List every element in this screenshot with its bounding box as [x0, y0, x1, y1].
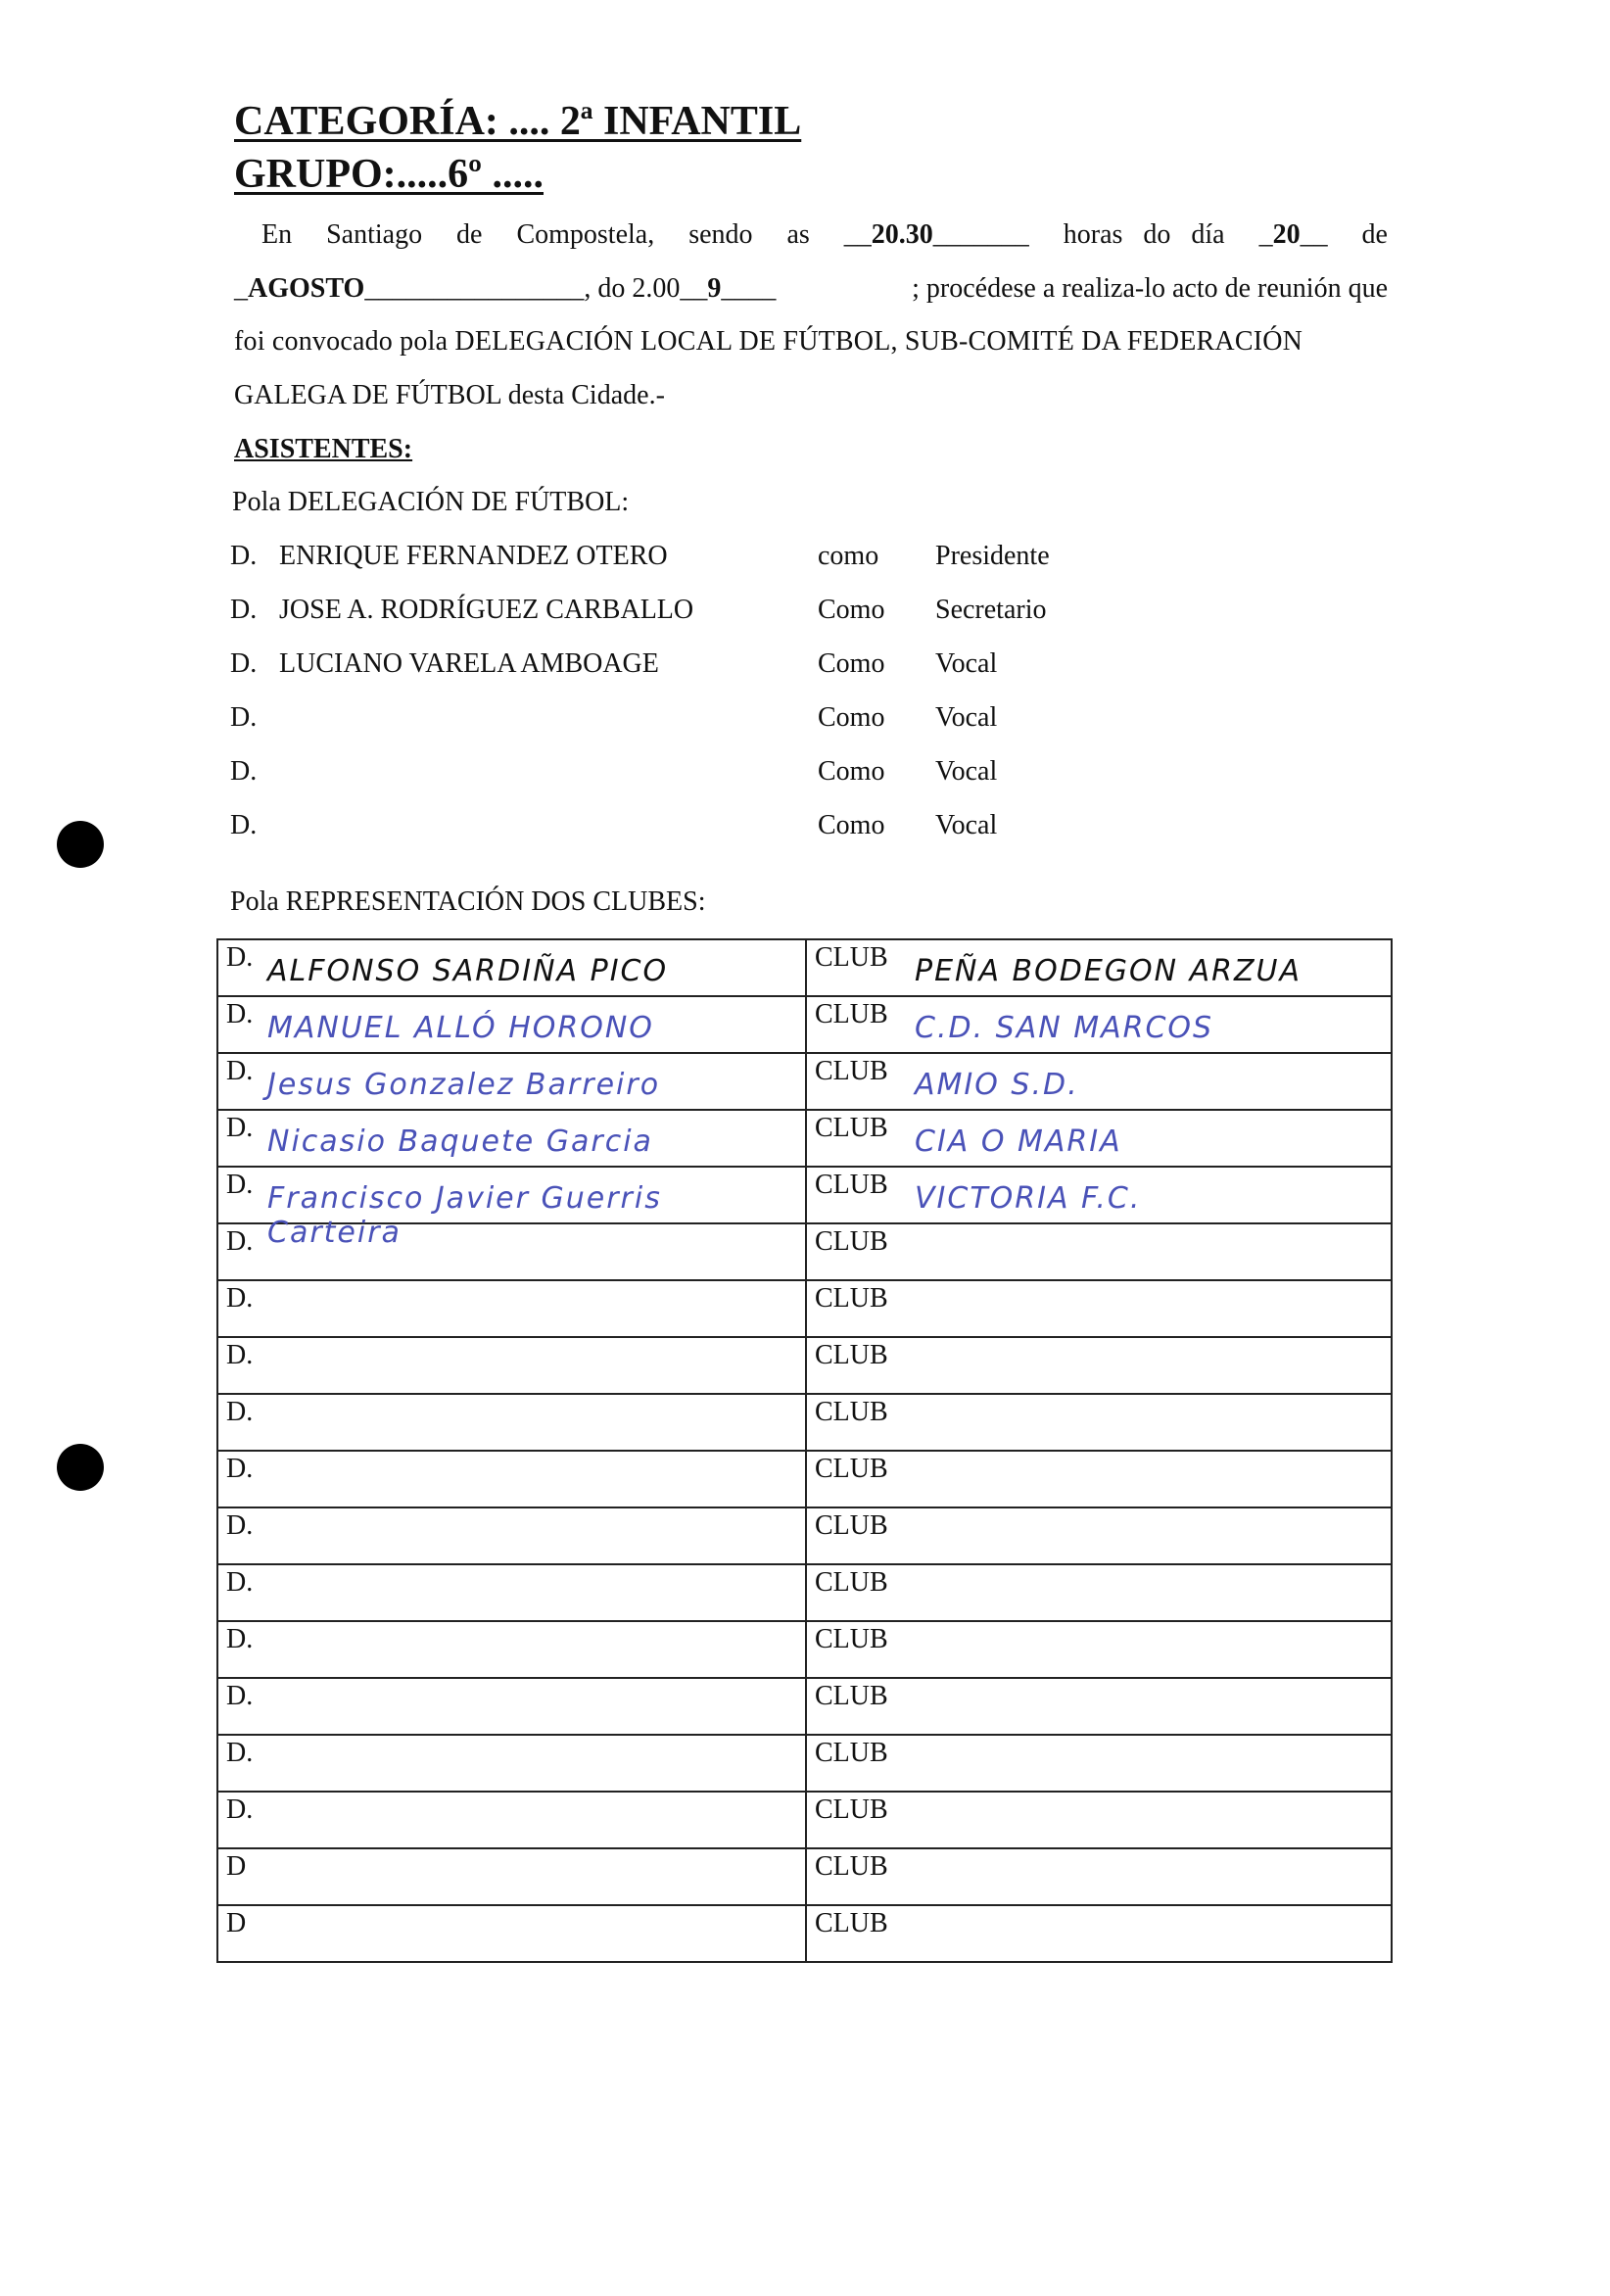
club-cell	[806, 1905, 1392, 1962]
club-label: CLUB	[815, 1681, 888, 1711]
table-row	[217, 1110, 1392, 1167]
table-row	[217, 1223, 1392, 1280]
row-prefix: D	[226, 1908, 247, 1938]
table-row	[217, 1735, 1392, 1792]
delegate-role: Vocal	[935, 702, 998, 733]
representative-cell	[217, 1394, 806, 1451]
row-prefix: D.	[226, 1397, 254, 1427]
row-prefix: D.	[226, 1510, 254, 1541]
delegate-prefix: D.	[230, 810, 258, 840]
representative-name: ALFONSO SARDIÑA PICO	[267, 954, 669, 988]
representative-cell	[217, 1110, 806, 1167]
row-prefix: D.	[226, 1738, 254, 1768]
dia-value: 20	[1272, 219, 1301, 250]
club-label: CLUB	[815, 1283, 888, 1314]
delegate-role: Vocal	[935, 810, 998, 840]
delegate-role: Vocal	[935, 756, 998, 787]
row-prefix: D.	[226, 1624, 254, 1654]
word: Compostela,	[516, 219, 655, 250]
do-text: , do 2.00	[584, 273, 681, 304]
representative-name: Jesus Gonzalez Barreiro	[267, 1068, 661, 1102]
grupo-heading: GRUPO:.....6º .....	[234, 152, 545, 197]
ano-value: 9	[707, 273, 722, 304]
club-cell	[806, 1223, 1392, 1280]
row-prefix: D.	[226, 1113, 254, 1143]
club-name: VICTORIA F.C.	[915, 1181, 1142, 1216]
club-cell	[806, 939, 1392, 996]
word: En	[261, 219, 293, 250]
row-prefix: D.	[226, 1794, 254, 1825]
club-label: CLUB	[815, 1567, 888, 1598]
club-label: CLUB	[815, 1510, 888, 1541]
word: de	[456, 219, 483, 250]
table-row	[217, 1167, 1392, 1223]
table-row	[217, 1280, 1392, 1337]
club-cell	[806, 1848, 1392, 1905]
table-row	[217, 1905, 1392, 1962]
row-prefix: D.	[226, 1226, 254, 1257]
club-cell	[806, 1451, 1392, 1507]
representative-cell	[217, 996, 806, 1053]
row-prefix: D.	[226, 1170, 254, 1200]
hora-value: 20.30	[871, 219, 933, 250]
club-label: CLUB	[815, 1397, 888, 1427]
delegate-como: Como	[818, 648, 885, 679]
club-cell	[806, 1621, 1392, 1678]
club-label: CLUB	[815, 1113, 888, 1143]
club-cell	[806, 1337, 1392, 1394]
representative-name: Francisco Javier Guerris Carteira	[267, 1181, 662, 1250]
representative-cell	[217, 1735, 806, 1792]
delegate-name: ENRIQUE FERNANDEZ OTERO	[279, 541, 668, 571]
table-row	[217, 1394, 1392, 1451]
representative-name: Nicasio Baquete Garcia	[267, 1124, 653, 1159]
club-cell	[806, 1394, 1392, 1451]
representative-cell	[217, 1792, 806, 1848]
club-name: CIA O MARIA	[915, 1124, 1122, 1159]
row-prefix: D.	[226, 999, 254, 1029]
table-row	[217, 1564, 1392, 1621]
delegate-prefix: D.	[230, 702, 258, 733]
delegate-name: JOSE A. RODRÍGUEZ CARBALLO	[279, 595, 694, 625]
punch-hole	[57, 821, 104, 868]
intro-line-2: _AGOSTO________________, do 2.00__9____ ; procédese a realiza-lo acto de reunión que	[234, 273, 1388, 304]
club-label: CLUB	[815, 1908, 888, 1938]
word: as	[786, 219, 810, 250]
club-cell	[806, 1678, 1392, 1735]
table-row	[217, 1848, 1392, 1905]
delegate-prefix: D.	[230, 595, 258, 625]
intro-line-4: GALEGA DE FÚTBOL desta Cidade.-	[234, 380, 665, 410]
club-label: CLUB	[815, 1454, 888, 1484]
delegacion-heading: Pola DELEGACIÓN DE FÚTBOL:	[232, 487, 630, 517]
clubes-heading: Pola REPRESENTACIÓN DOS CLUBES:	[230, 886, 706, 917]
delegate-como: Como	[818, 756, 885, 787]
delegate-role: Vocal	[935, 648, 998, 679]
club-cell	[806, 1110, 1392, 1167]
row-prefix: D.	[226, 1283, 254, 1314]
representative-cell	[217, 1905, 806, 1962]
representative-cell	[217, 1678, 806, 1735]
representative-cell	[217, 1848, 806, 1905]
club-name: PEÑA BODEGON ARZUA	[915, 954, 1302, 988]
club-cell	[806, 1792, 1392, 1848]
delegate-prefix: D.	[230, 648, 258, 679]
representative-cell	[217, 1621, 806, 1678]
word: sendo	[688, 219, 753, 250]
representative-name: MANUEL ALLÓ HORONO	[267, 1011, 654, 1045]
club-label: CLUB	[815, 999, 888, 1029]
club-label: CLUB	[815, 1851, 888, 1882]
table-row	[217, 1621, 1392, 1678]
delegate-prefix: D.	[230, 756, 258, 787]
table-row	[217, 1337, 1392, 1394]
table-row	[217, 939, 1392, 996]
club-label: CLUB	[815, 1794, 888, 1825]
delegate-prefix: D.	[230, 541, 258, 571]
table-row	[217, 1792, 1392, 1848]
representative-cell	[217, 1053, 806, 1110]
delegate-role: Secretario	[935, 595, 1047, 625]
asistentes-heading: ASISTENTES:	[234, 434, 413, 464]
word: Santiago	[326, 219, 423, 250]
word: de	[1361, 219, 1388, 250]
club-name: AMIO S.D.	[915, 1068, 1079, 1102]
club-label: CLUB	[815, 942, 888, 973]
delegate-como: Como	[818, 810, 885, 840]
club-name: C.D. SAN MARCOS	[915, 1011, 1214, 1045]
categoria-heading: CATEGORÍA: .... 2ª INFANTIL	[234, 99, 802, 144]
row-prefix: D.	[226, 1454, 254, 1484]
club-label: CLUB	[815, 1624, 888, 1654]
club-cell	[806, 1167, 1392, 1223]
delegate-como: como	[818, 541, 879, 571]
club-cell	[806, 1280, 1392, 1337]
horas-text: horas do día	[1063, 219, 1225, 250]
delegate-como: Como	[818, 702, 885, 733]
row-prefix: D	[226, 1851, 247, 1882]
intro-line-3: foi convocado pola DELEGACIÓN LOCAL DE FÚTBOL, SUB-COMITÉ DA FEDERACIÓN	[234, 326, 1303, 357]
mes-value: AGOSTO	[248, 273, 365, 304]
representative-cell	[217, 1451, 806, 1507]
club-cell	[806, 1053, 1392, 1110]
club-label: CLUB	[815, 1340, 888, 1370]
punch-hole	[57, 1444, 104, 1491]
clubes-table	[216, 938, 1393, 1963]
delegate-name: LUCIANO VARELA AMBOAGE	[279, 648, 659, 679]
club-cell	[806, 996, 1392, 1053]
intro-line-2-rest: ; procédese a realiza-lo acto de reunión que	[912, 273, 1388, 304]
club-label: CLUB	[815, 1056, 888, 1086]
representative-cell	[217, 1223, 806, 1280]
club-label: CLUB	[815, 1738, 888, 1768]
delegate-role: Presidente	[935, 541, 1050, 571]
table-row	[217, 1507, 1392, 1564]
representative-cell	[217, 1167, 806, 1250]
row-prefix: D.	[226, 1340, 254, 1370]
intro-line-1: En Santiago de Compostela, sendo as __20.30_______ horas do día _20__ de	[261, 219, 1388, 250]
club-label: CLUB	[815, 1170, 888, 1200]
row-prefix: D.	[226, 1681, 254, 1711]
representative-cell	[217, 1564, 806, 1621]
row-prefix: D.	[226, 1056, 254, 1086]
row-prefix: D.	[226, 942, 254, 973]
club-cell	[806, 1564, 1392, 1621]
table-row	[217, 1678, 1392, 1735]
club-cell	[806, 1507, 1392, 1564]
representative-cell	[217, 1337, 806, 1394]
club-label: CLUB	[815, 1226, 888, 1257]
representative-cell	[217, 1280, 806, 1337]
row-prefix: D.	[226, 1567, 254, 1598]
delegate-como: Como	[818, 595, 885, 625]
table-row	[217, 1053, 1392, 1110]
representative-cell	[217, 939, 806, 996]
club-cell	[806, 1735, 1392, 1792]
table-row	[217, 996, 1392, 1053]
representative-cell	[217, 1507, 806, 1564]
table-row	[217, 1451, 1392, 1507]
